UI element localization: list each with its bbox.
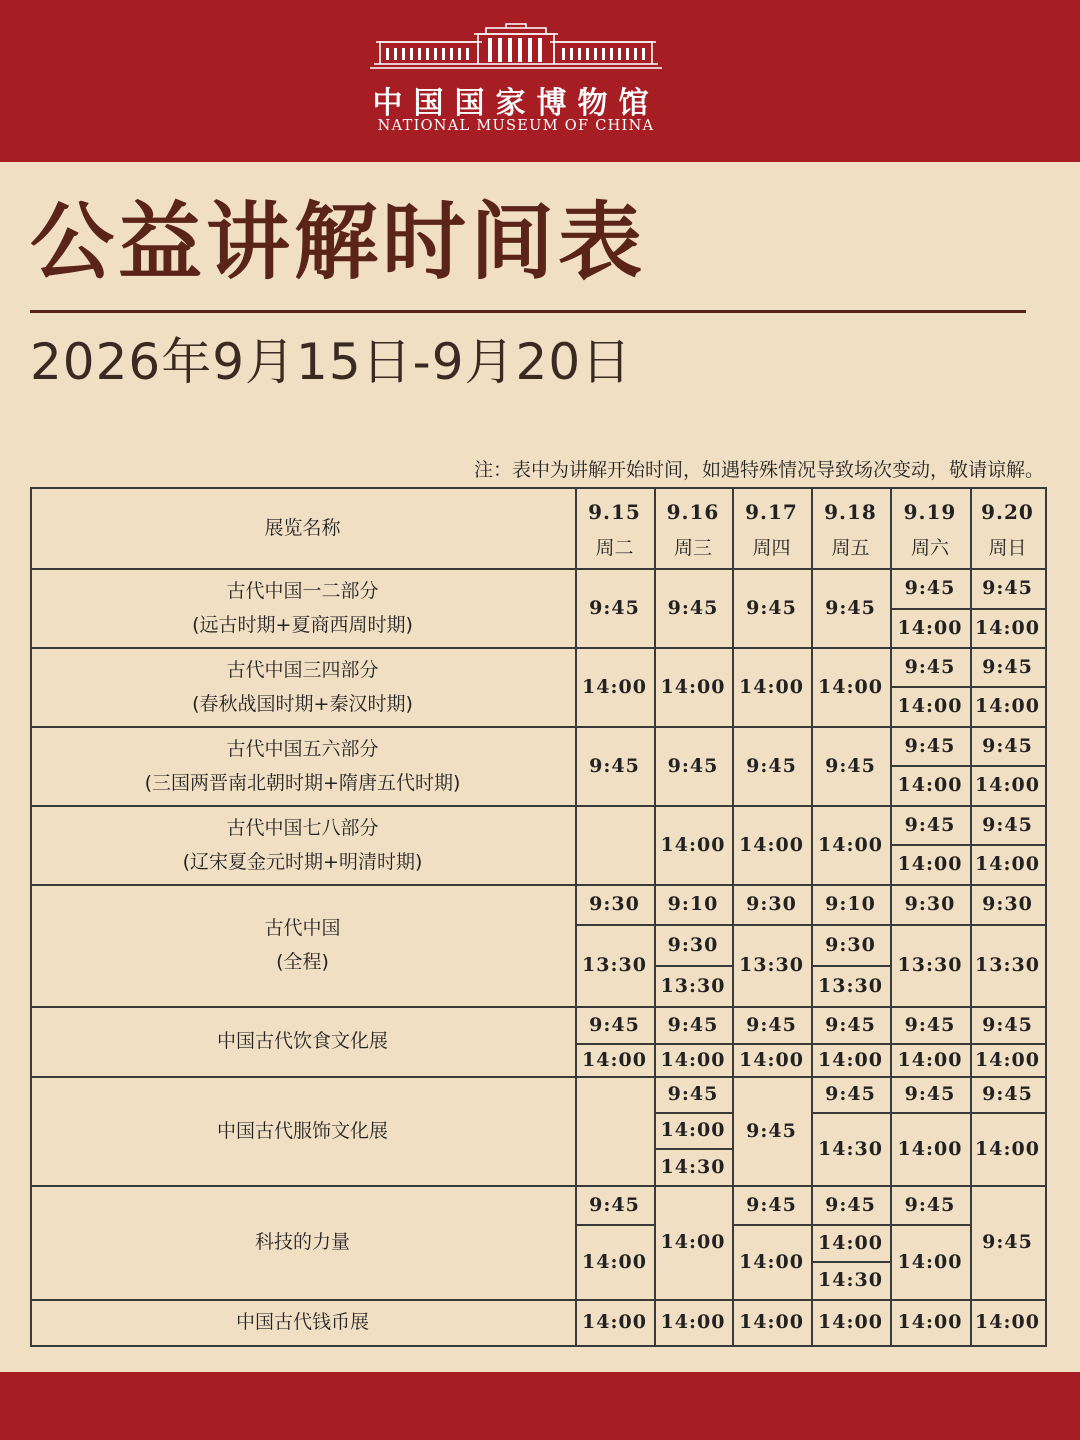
- table-rule: [30, 1006, 1047, 1008]
- session-time: 9:45: [982, 1013, 1033, 1036]
- title-divider: [30, 310, 1026, 313]
- session-time: 9:45: [746, 596, 797, 619]
- day-date: 9.16: [666, 500, 720, 524]
- museum-name-chinese: 中国国家博物馆: [372, 86, 660, 121]
- exhibition-name: [30, 1076, 575, 1185]
- session-time: 9:45: [667, 1013, 719, 1036]
- exhibition-name: [30, 884, 575, 1006]
- session-time: 14:00: [897, 616, 963, 639]
- session-time: 9:45: [825, 1193, 876, 1216]
- session-time: 14:00: [897, 1048, 963, 1071]
- table-rule: [890, 844, 970, 846]
- session-time: 9:10: [667, 893, 719, 915]
- exhibition-name: [30, 1185, 575, 1299]
- session-time: 14:00: [582, 1250, 647, 1273]
- table-rule: [970, 686, 1045, 688]
- table-rule: [970, 1043, 1045, 1045]
- table-rule: [732, 487, 734, 1347]
- session-time: 9:30: [982, 893, 1033, 915]
- session-time: 9:45: [589, 754, 640, 777]
- table-rule: [654, 1148, 732, 1150]
- day-weekday: 周二: [595, 536, 634, 559]
- table-rule: [30, 1345, 1047, 1347]
- session-time: 9:45: [982, 1083, 1033, 1105]
- table-rule: [890, 608, 970, 610]
- session-time: 9:45: [904, 1013, 956, 1036]
- museum-name-english: NATIONAL MUSEUM OF CHINA: [377, 118, 655, 134]
- session-time: 14:00: [818, 1311, 883, 1333]
- exhibition-name-line: 古代中国: [264, 917, 341, 939]
- session-time: 13:30: [660, 974, 726, 997]
- session-time: 14:00: [739, 1311, 804, 1333]
- table-rule: [811, 487, 813, 1347]
- day-date: 9.17: [745, 500, 798, 524]
- table-rule: [890, 765, 970, 767]
- exhibition-name-line: 中国古代服饰文化展: [216, 1119, 388, 1142]
- table-rule: [732, 1224, 811, 1226]
- session-time: 14:00: [818, 1048, 883, 1071]
- session-time: 14:00: [660, 1231, 726, 1253]
- session-time: 9:45: [982, 655, 1033, 678]
- table-rule: [30, 1185, 1047, 1187]
- exhibition-name: [30, 1299, 575, 1345]
- session-time: 14:00: [660, 1119, 726, 1141]
- session-time: 14:00: [582, 1311, 647, 1333]
- table-rule: [970, 487, 972, 1347]
- session-time: 14:00: [739, 833, 804, 856]
- table-rule: [575, 487, 577, 1347]
- session-time: 9:45: [904, 655, 956, 678]
- exhibition-name: [30, 568, 575, 647]
- table-rule: [811, 1261, 890, 1263]
- session-time: 9:45: [746, 1119, 797, 1142]
- table-rule: [30, 1299, 1047, 1301]
- date-range: 2026年9月15日-9月20日: [30, 333, 633, 391]
- table-header-name: [30, 487, 575, 568]
- session-time: 9:30: [667, 933, 719, 956]
- session-time: 9:30: [825, 933, 876, 956]
- session-time: 9:45: [589, 1013, 640, 1036]
- session-time: 14:00: [660, 1048, 726, 1071]
- session-time: 14:00: [897, 774, 963, 796]
- table-rule: [575, 1043, 654, 1045]
- session-time: 9:45: [904, 813, 956, 836]
- exhibition-name: [30, 805, 575, 884]
- session-time: 13:30: [582, 954, 647, 976]
- session-time: 9:45: [825, 1013, 876, 1036]
- session-time: 13:30: [897, 954, 963, 976]
- table-rule: [575, 1224, 654, 1226]
- table-rule: [30, 487, 32, 1347]
- session-time: 14:00: [660, 1311, 726, 1333]
- session-time: 13:30: [975, 954, 1040, 976]
- session-time: 9:45: [904, 577, 956, 599]
- session-time: 14:00: [818, 1231, 883, 1254]
- table-rule: [30, 726, 1047, 728]
- session-time: 9:45: [825, 596, 876, 619]
- session-time: 9:45: [904, 734, 956, 757]
- session-time: 14:00: [739, 1250, 804, 1273]
- session-time: 9:45: [982, 734, 1033, 757]
- session-time: 14:00: [818, 675, 883, 698]
- day-weekday: 周四: [752, 536, 791, 559]
- day-weekday: 周五: [831, 536, 870, 559]
- table-rule: [654, 487, 656, 1347]
- session-time: 9:30: [746, 893, 797, 915]
- table-rule: [970, 608, 1045, 610]
- day-date: 9.18: [824, 500, 877, 524]
- session-time: 14:00: [582, 675, 647, 698]
- session-time: 14:00: [739, 675, 804, 698]
- session-time: 14:00: [975, 774, 1040, 796]
- session-time: 9:45: [667, 596, 719, 619]
- table-rule: [890, 1112, 970, 1114]
- session-time: 9:30: [904, 893, 956, 915]
- table-rule: [654, 1112, 732, 1114]
- session-time: 14:00: [818, 833, 883, 856]
- day-date: 9.19: [903, 500, 957, 524]
- table-rule: [30, 647, 1047, 649]
- session-time: 9:45: [746, 1193, 797, 1216]
- table-rule: [970, 765, 1045, 767]
- session-time: 9:45: [667, 754, 719, 777]
- exhibition-name-line: (辽宋夏金元时期+明清时期): [182, 850, 423, 873]
- session-time: 14:00: [975, 695, 1040, 717]
- exhibition-name-line: 中国古代钱币展: [235, 1311, 369, 1333]
- day-weekday: 周六: [910, 536, 949, 559]
- session-time: 14:00: [897, 1137, 963, 1160]
- table-rule: [811, 965, 890, 967]
- exhibition-name-line: 科技的力量: [254, 1231, 350, 1253]
- session-time: 14:00: [739, 1048, 804, 1071]
- session-time: 14:00: [975, 1311, 1040, 1333]
- session-time: 9:45: [904, 1083, 956, 1105]
- session-time: 9:45: [982, 577, 1033, 599]
- exhibition-name-line: (全程): [276, 951, 329, 973]
- page-title: 公益讲解时间表: [30, 193, 647, 291]
- session-time: 9:45: [746, 754, 797, 777]
- session-time: 14:00: [582, 1048, 647, 1071]
- table-rule: [30, 568, 1047, 570]
- session-time: 14:00: [975, 616, 1040, 639]
- exhibition-name-line: 古代中国一二部分: [226, 579, 379, 602]
- table-rule: [970, 924, 1045, 926]
- session-time: 9:45: [825, 1083, 876, 1105]
- day-date: 9.20: [981, 500, 1034, 524]
- exhibition-name-line: 古代中国三四部分: [226, 658, 379, 681]
- table-rule: [811, 1224, 890, 1226]
- name-header-label: 展览名称: [264, 516, 341, 539]
- table-rule: [732, 1043, 811, 1045]
- table-rule: [811, 1043, 890, 1045]
- table-rule: [970, 844, 1045, 846]
- table-rule: [890, 924, 970, 926]
- session-time: 9:45: [589, 1193, 640, 1216]
- exhibition-name-line: (远古时期+夏商西周时期): [192, 613, 413, 636]
- session-time: 9:45: [746, 1013, 797, 1036]
- table-rule: [811, 924, 890, 926]
- session-time: 9:30: [589, 893, 640, 915]
- table-rule: [30, 805, 1047, 807]
- day-weekday: 周日: [988, 536, 1027, 559]
- session-time: 14:00: [897, 695, 963, 717]
- exhibition-name-line: (春秋战国时期+秦汉时期): [192, 692, 413, 715]
- session-time: 14:30: [660, 1155, 726, 1178]
- table-rule: [30, 487, 1047, 489]
- table-rule: [575, 924, 654, 926]
- exhibition-name: [30, 1006, 575, 1076]
- footer-band: [0, 1372, 1080, 1440]
- session-time: 14:00: [897, 1250, 963, 1273]
- table-rule: [811, 1112, 890, 1114]
- table-rule: [890, 487, 892, 1347]
- table-rule: [970, 1112, 1045, 1114]
- table-rule: [890, 686, 970, 688]
- exhibition-name-line: (三国两晋南北朝时期+隋唐五代时期): [144, 771, 461, 794]
- exhibition-name-line: 中国古代饮食文化展: [216, 1030, 388, 1052]
- session-time: 14:00: [975, 1048, 1040, 1071]
- session-time: 14:00: [975, 853, 1040, 875]
- table-rule: [732, 924, 811, 926]
- session-time: 13:30: [818, 974, 883, 997]
- exhibition-name: [30, 726, 575, 805]
- session-time: 14:00: [660, 675, 726, 698]
- session-time: 13:30: [739, 954, 804, 976]
- table-rule: [30, 1076, 1047, 1078]
- table-rule: [654, 924, 732, 926]
- table-rule: [890, 1043, 970, 1045]
- exhibition-name-line: 古代中国七八部分: [226, 816, 379, 839]
- museum-building-logo: [366, 22, 666, 70]
- session-time: 9:45: [982, 813, 1033, 836]
- table-rule: [654, 965, 732, 967]
- schedule-note: 注：表中为讲解开始时间，如遇特殊情况导致场次变动，敬请谅解。: [473, 459, 1044, 481]
- table-rule: [890, 1224, 970, 1226]
- day-date: 9.15: [588, 500, 641, 524]
- session-time: 9:45: [825, 754, 876, 777]
- session-time: 9:45: [589, 596, 640, 619]
- exhibition-name-line: 古代中国五六部分: [226, 737, 379, 760]
- session-time: 9:45: [667, 1083, 719, 1105]
- session-time: 14:00: [975, 1137, 1040, 1160]
- session-time: 9:45: [982, 1231, 1033, 1253]
- session-time: 14:00: [897, 853, 963, 875]
- session-time: 9:10: [825, 893, 876, 915]
- session-time: 14:30: [818, 1137, 883, 1160]
- table-rule: [1045, 487, 1047, 1347]
- session-time: 9:45: [904, 1193, 956, 1216]
- table-rule: [30, 884, 1047, 886]
- session-time: 14:30: [818, 1269, 883, 1291]
- day-weekday: 周三: [673, 536, 712, 559]
- session-time: 14:00: [897, 1311, 963, 1333]
- exhibition-name: [30, 647, 575, 726]
- table-rule: [654, 1043, 732, 1045]
- session-time: 14:00: [660, 833, 726, 856]
